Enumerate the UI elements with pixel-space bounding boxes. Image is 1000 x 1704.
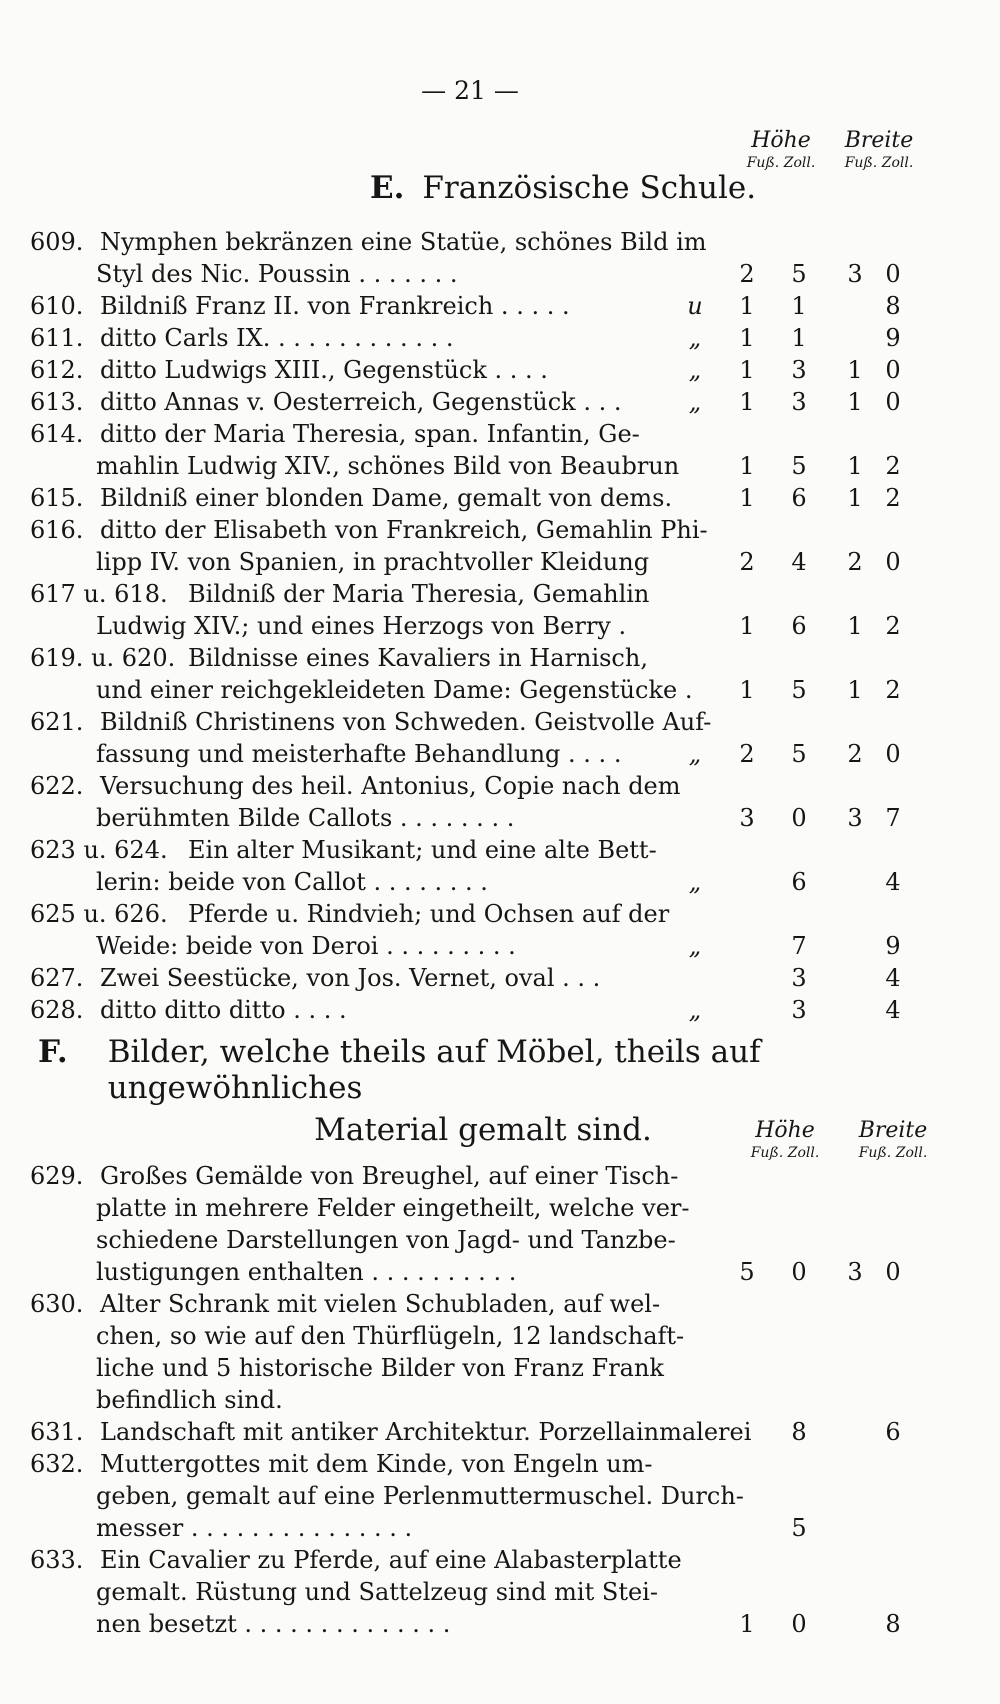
entry-number: 628.	[30, 996, 84, 1024]
units-height	[751, 1145, 820, 1161]
entry-text: und einer reichgekleideten Dame: Gegenstücke .	[96, 676, 693, 704]
height-feet: 2	[739, 548, 755, 576]
entry-line	[0, 610, 1000, 642]
entry-text: gemalt. Rüstung und Sattelzeug sind mit Stei-	[96, 1578, 658, 1606]
page-number: — 21 —	[421, 76, 519, 105]
entry-text: Bildniß Christinens von Schweden. Geistvolle Auf-	[100, 708, 712, 736]
entry-number: 631.	[30, 1418, 84, 1446]
entry-line	[0, 1480, 1000, 1512]
entry-line	[0, 802, 1000, 834]
height-feet: 1	[739, 292, 755, 320]
entry-text: Ein alter Musikant; und eine alte Bett-	[188, 836, 657, 864]
entry-text: Bildniß der Maria Theresia, Gemahlin	[188, 580, 650, 608]
entry-text: ditto ditto ditto . . . .	[100, 996, 347, 1024]
entry-text: ditto Annas v. Oesterreich, Gegenstück . . .	[100, 388, 622, 416]
width-feet: 2	[847, 548, 863, 576]
entry-line	[0, 1576, 1000, 1608]
width-inches: 4	[885, 964, 901, 992]
width-inches: 0	[885, 356, 901, 384]
entry-number: 633.	[30, 1546, 84, 1574]
height-inches: 5	[791, 260, 807, 288]
height-feet: 2	[739, 260, 755, 288]
width-feet: 3	[847, 260, 863, 288]
entry-text: lipp IV. von Spanien, in prachtvoller Kleidung	[96, 548, 650, 576]
height-feet: 1	[739, 612, 755, 640]
width-inches: 9	[885, 324, 901, 352]
height-label: Höhe	[755, 1118, 815, 1143]
units-width	[845, 155, 914, 171]
entry-number: 617 u. 618.	[30, 580, 168, 608]
inch-label: Zoll.	[787, 1145, 820, 1161]
entry-text: mahlin Ludwig XIV., schönes Bild von Beaubrun	[96, 452, 680, 480]
entry-text: chen, so wie auf den Thürflügeln, 12 landschaft-	[96, 1322, 685, 1350]
section-f-letter: F.	[38, 1034, 68, 1070]
entry-text: Bildniß Franz II. von Frankreich . . . . .	[100, 292, 570, 320]
entry-text: befindlich sind.	[96, 1386, 283, 1414]
entry-line	[0, 546, 1000, 578]
ditto-mark: „	[688, 356, 702, 384]
width-inches: 4	[885, 868, 901, 896]
height-inches: 0	[791, 1610, 807, 1638]
height-inches: 4	[791, 548, 807, 576]
entry-line	[0, 898, 1000, 930]
width-feet: 2	[847, 740, 863, 768]
entry-number: 613.	[30, 388, 84, 416]
inch-label: Zoll.	[783, 155, 816, 171]
section-e-title: Französische Schule.	[422, 170, 757, 206]
entry-text: lustigungen enthalten . . . . . . . . . .	[96, 1258, 517, 1286]
width-label: Breite	[844, 128, 914, 153]
section-f-title-line1: Bilder, welche theils auf Möbel, theils auf ungewöhnliches	[107, 1034, 761, 1106]
entry-text: messer . . . . . . . . . . . . . . .	[96, 1514, 413, 1542]
entry-line	[0, 1448, 1000, 1480]
width-label: Breite	[858, 1118, 928, 1143]
entry-line	[0, 706, 1000, 738]
entry-text: Ein Cavalier zu Pferde, auf eine Alabasterplatte	[100, 1546, 682, 1574]
entry-text: Bildniß einer blonden Dame, gemalt von dems.	[100, 484, 673, 512]
height-feet: 1	[739, 388, 755, 416]
entry-line	[0, 930, 1000, 962]
entry-line	[0, 482, 1000, 514]
width-feet: 1	[847, 452, 863, 480]
height-inches: 6	[791, 612, 807, 640]
height-inches: 0	[791, 1258, 807, 1286]
entry-line	[0, 450, 1000, 482]
entry-line	[0, 1224, 1000, 1256]
height-inches: 3	[791, 996, 807, 1024]
width-inches: 0	[885, 260, 901, 288]
entry-number: 611.	[30, 324, 84, 352]
entry-text: ditto der Maria Theresia, span. Infantin, Ge-	[100, 420, 640, 448]
section-f-title-line2: Material gemalt sind.	[314, 1112, 652, 1148]
height-column-header	[736, 128, 826, 171]
width-inches: 2	[885, 484, 901, 512]
entry-line	[0, 386, 1000, 418]
width-inches: 7	[885, 804, 901, 832]
width-inches: 0	[885, 548, 901, 576]
entry-number: 609.	[30, 228, 84, 256]
entry-number: 614.	[30, 420, 84, 448]
width-inches: 0	[885, 388, 901, 416]
entry-line	[0, 738, 1000, 770]
entry-text: platte in mehrere Felder eingetheilt, welche ver-	[96, 1194, 690, 1222]
entry-text: lerin: beide von Callot . . . . . . . .	[96, 868, 488, 896]
height-inches: 5	[791, 740, 807, 768]
ditto-mark: „	[688, 932, 702, 960]
entry-text: Alter Schrank mit vielen Schubladen, auf wel-	[100, 1290, 661, 1318]
entry-number: 619. u. 620.	[30, 644, 176, 672]
foot-label: Fuß.	[858, 1145, 892, 1161]
entry-line	[0, 1288, 1000, 1320]
entry-number: 616.	[30, 516, 84, 544]
height-feet: 1	[739, 452, 755, 480]
entry-line	[0, 418, 1000, 450]
entry-line	[0, 1192, 1000, 1224]
ditto-mark: „	[688, 388, 702, 416]
entries-e-list	[0, 226, 1000, 1026]
inch-label: Zoll.	[881, 155, 914, 171]
section-f-line1	[38, 1034, 928, 1106]
height-inches: 6	[791, 484, 807, 512]
width-feet: 1	[847, 388, 863, 416]
entry-number: 610.	[30, 292, 84, 320]
column-header-e	[736, 128, 924, 171]
entry-line	[0, 866, 1000, 898]
entry-text: liche und 5 historische Bilder von Franz Frank	[96, 1354, 664, 1382]
entry-line	[0, 1512, 1000, 1544]
entry-line	[0, 1416, 1000, 1448]
entry-text: nen besetzt . . . . . . . . . . . . . .	[96, 1610, 451, 1638]
ditto-mark: „	[688, 996, 702, 1024]
entry-line	[0, 1160, 1000, 1192]
height-feet: 5	[739, 1258, 755, 1286]
width-inches: 0	[885, 740, 901, 768]
entry-number: 612.	[30, 356, 84, 384]
height-inches: 1	[791, 324, 807, 352]
height-feet: 1	[739, 324, 755, 352]
height-inches: 3	[791, 356, 807, 384]
height-column-header	[740, 1118, 830, 1161]
entry-line	[0, 514, 1000, 546]
entry-line	[0, 258, 1000, 290]
entry-line	[0, 1544, 1000, 1576]
entry-text: Ludwig XIV.; und eines Herzogs von Berry .	[96, 612, 627, 640]
entry-line	[0, 834, 1000, 866]
entry-line	[0, 354, 1000, 386]
height-feet: 3	[739, 804, 755, 832]
entries-f-list	[0, 1160, 1000, 1640]
height-inches: 5	[791, 452, 807, 480]
entry-text: ditto Carls IX. . . . . . . . . . . . .	[100, 324, 454, 352]
height-feet: 1	[739, 1610, 755, 1638]
entry-text: Pferde u. Rindvieh; und Ochsen auf der	[188, 900, 670, 928]
width-inches: 0	[885, 1258, 901, 1286]
entry-line	[0, 1256, 1000, 1288]
entry-text: berühmten Bilde Callots . . . . . . . .	[96, 804, 515, 832]
ditto-mark: „	[688, 740, 702, 768]
section-e-heading	[370, 170, 756, 206]
height-inches: 5	[791, 1514, 807, 1542]
entry-number: 629.	[30, 1162, 84, 1190]
entry-text: geben, gemalt auf eine Perlenmuttermuschel. Durch-	[96, 1482, 744, 1510]
column-header-f	[740, 1118, 938, 1161]
foot-label: Fuß.	[746, 155, 780, 171]
width-feet: 3	[847, 804, 863, 832]
entry-line	[0, 290, 1000, 322]
ditto-mark: u	[687, 292, 703, 320]
entry-line	[0, 226, 1000, 258]
foot-label: Fuß.	[750, 1145, 784, 1161]
height-feet: 1	[739, 676, 755, 704]
width-feet: 3	[847, 1258, 863, 1286]
entry-text: Weide: beide von Deroi . . . . . . . . .	[96, 932, 516, 960]
units-height	[747, 155, 816, 171]
entry-text: Großes Gemälde von Breughel, auf einer Tisch-	[100, 1162, 679, 1190]
height-inches: 8	[791, 1418, 807, 1446]
entry-line	[0, 962, 1000, 994]
units-width	[859, 1145, 928, 1161]
entry-line	[0, 322, 1000, 354]
inch-label: Zoll.	[895, 1145, 928, 1161]
entry-line	[0, 994, 1000, 1026]
entry-number: 625 u. 626.	[30, 900, 168, 928]
entry-text: schiedene Darstellungen von Jagd- und Tanzbe-	[96, 1226, 676, 1254]
entry-text: ditto der Elisabeth von Frankreich, Gemahlin Phi-	[100, 516, 708, 544]
section-e-letter: E.	[370, 170, 405, 206]
width-inches: 2	[885, 612, 901, 640]
height-inches: 1	[791, 292, 807, 320]
entry-number: 623 u. 624.	[30, 836, 168, 864]
height-feet: 1	[739, 356, 755, 384]
width-feet: 1	[847, 676, 863, 704]
entry-number: 627.	[30, 964, 84, 992]
height-inches: 3	[791, 964, 807, 992]
ditto-mark: „	[688, 868, 702, 896]
height-inches: 7	[791, 932, 807, 960]
entry-line	[0, 642, 1000, 674]
entry-line	[0, 770, 1000, 802]
width-inches: 8	[885, 292, 901, 320]
entry-line	[0, 1320, 1000, 1352]
height-inches: 5	[791, 676, 807, 704]
width-inches: 4	[885, 996, 901, 1024]
entry-number: 615.	[30, 484, 84, 512]
entry-text: fassung und meisterhafte Behandlung . . . .	[96, 740, 622, 768]
foot-label: Fuß.	[844, 155, 878, 171]
width-inches: 9	[885, 932, 901, 960]
height-feet: 2	[739, 740, 755, 768]
entry-number: 630.	[30, 1290, 84, 1318]
width-inches: 2	[885, 676, 901, 704]
entry-line	[0, 578, 1000, 610]
width-inches: 8	[885, 1610, 901, 1638]
entry-text: Zwei Seestücke, von Jos. Vernet, oval . . .	[100, 964, 601, 992]
width-column-header	[834, 128, 924, 171]
width-inches: 6	[885, 1418, 901, 1446]
entry-line	[0, 1608, 1000, 1640]
entry-text: Versuchung des heil. Antonius, Copie nach dem	[100, 772, 681, 800]
width-inches: 2	[885, 452, 901, 480]
height-inches: 0	[791, 804, 807, 832]
entry-text: Muttergottes mit dem Kinde, von Engeln um-	[100, 1450, 653, 1478]
entry-line	[0, 1352, 1000, 1384]
height-inches: 3	[791, 388, 807, 416]
entry-text: Nymphen bekränzen eine Statüe, schönes Bild im	[100, 228, 707, 256]
entry-number: 621.	[30, 708, 84, 736]
width-feet: 1	[847, 484, 863, 512]
entry-text: Bildnisse eines Kavaliers in Harnisch,	[188, 644, 648, 672]
width-feet: 1	[847, 356, 863, 384]
entry-number: 632.	[30, 1450, 84, 1478]
entry-line	[0, 1384, 1000, 1416]
height-label: Höhe	[751, 128, 811, 153]
entry-text: Landschaft mit antiker Architektur. Porzellainmalerei	[100, 1418, 752, 1446]
ditto-mark: „	[688, 324, 702, 352]
width-feet: 1	[847, 612, 863, 640]
height-feet: 1	[739, 484, 755, 512]
width-column-header	[848, 1118, 938, 1161]
entry-text: Styl des Nic. Poussin . . . . . . .	[96, 260, 458, 288]
height-inches: 6	[791, 868, 807, 896]
entry-text: ditto Ludwigs XIII., Gegenstück . . . .	[100, 356, 548, 384]
entry-line	[0, 674, 1000, 706]
entry-number: 622.	[30, 772, 84, 800]
